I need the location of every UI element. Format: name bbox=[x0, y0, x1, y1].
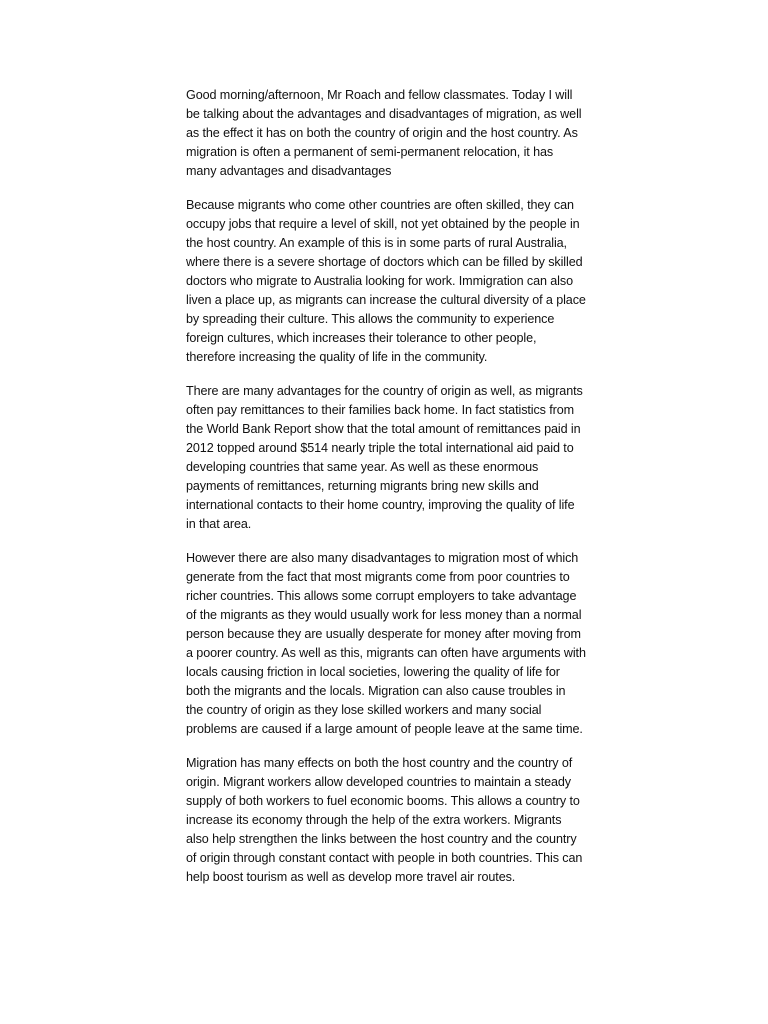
paragraph-origin-advantages: There are many advantages for the country of origin as well, as migrants often pay remittances to their families back home. In fact statistics from the World Bank Report show that the total amount of remittances paid in 2012 topped around $514 nearly triple the total international aid paid to developing countries that same year. As well as these enormous payments of remittances, returning migrants bring new skills and international contacts to their home country, improving the quality of life in that area. bbox=[186, 384, 583, 531]
paragraph-effects: Migration has many effects on both the host country and the country of origin. Migrant workers allow developed countries to maintain a steady supply of both workers to fuel economic booms. This allows a country to increase its economy through the help of the extra workers. Migrants also help strengthen the links between the host country and the country of origin through constant contact with people in both countries. This can help boost tourism as well as develop more travel air routes. bbox=[186, 756, 583, 884]
document-page bbox=[186, 86, 586, 902]
paragraph-introduction: Good morning/afternoon, Mr Roach and fellow classmates. Today I will be talking about the advantages and disadvantages of migration, as well as the effect it has on both the country of origin and the host country. As migration is often a permanent of semi-permanent relocation, it has many advantages and disadvantages bbox=[186, 88, 582, 178]
paragraph-host-advantages: Because migrants who come other countries are often skilled, they can occupy jobs that require a level of skill, not yet obtained by the people in the host country. An example of this is in some parts of rural Australia, where there is a severe shortage of doctors which can be filled by skilled doctors who migrate to Australia looking for work. Immigration can also liven a place up, as migrants can increase the cultural diversity of a place by spreading their culture. This allows the community to experience foreign cultures, which increases their tolerance to other people, therefore increasing the quality of life in the community. bbox=[186, 198, 586, 364]
paragraph-disadvantages: However there are also many disadvantages to migration most of which generate from the fact that most migrants come from poor countries to richer countries. This allows some corrupt employers to take advantage of the migrants as they would usually work for less money than a normal person because they are usually desperate for money after moving from a poorer country. As well as this, migrants can often have arguments with locals causing friction in local societies, lowering the quality of life for both the migrants and the locals. Migration can also cause troubles in the country of origin as they lose skilled workers and many social problems are caused if a large amount of people leave at the same time. bbox=[186, 551, 586, 736]
